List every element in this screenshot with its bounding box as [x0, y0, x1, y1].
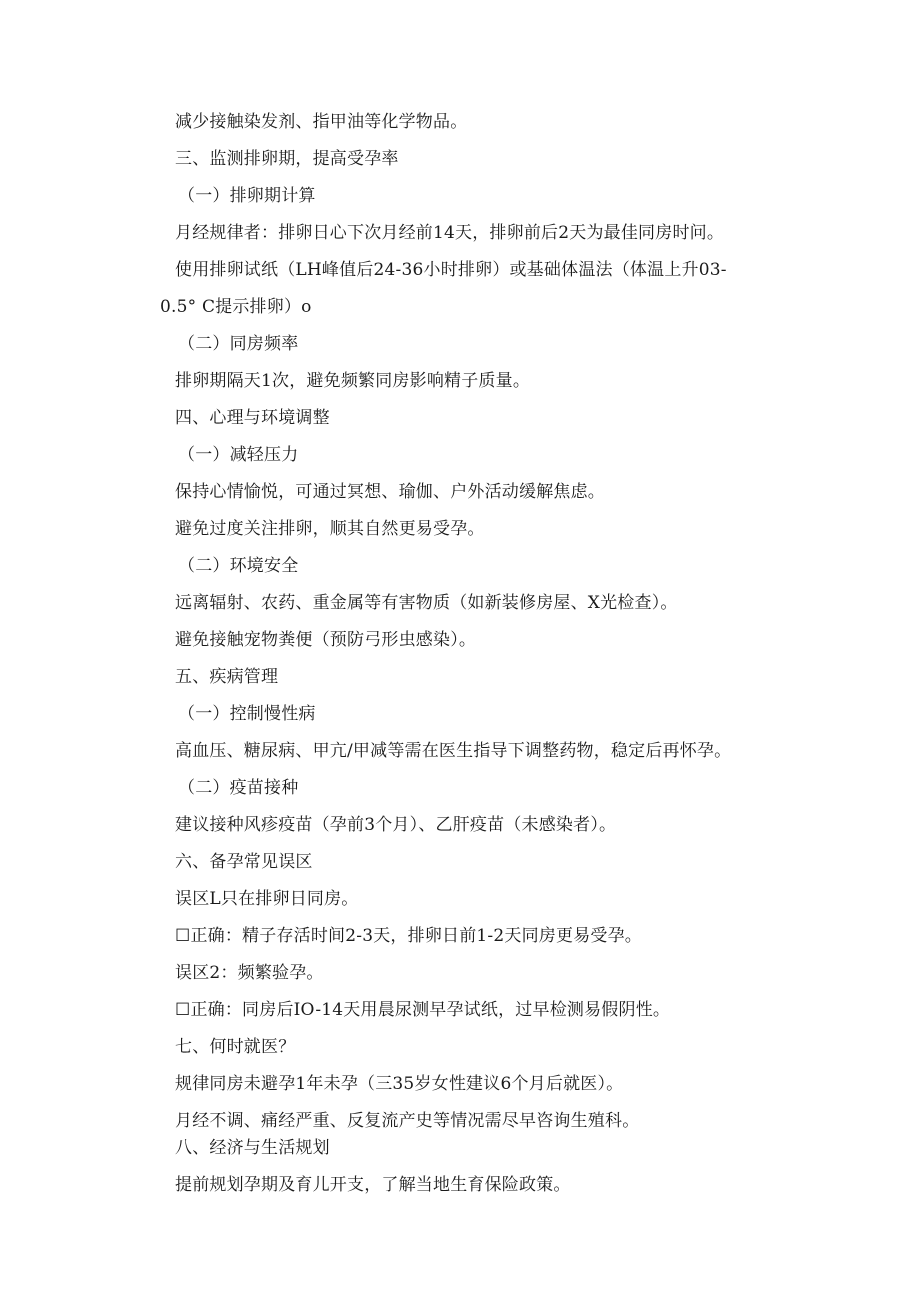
section-heading: 七、何时就医？	[175, 1037, 296, 1057]
subsection-heading: （一）减轻压力	[178, 445, 299, 465]
text-line: 误区L只在排卵日同房。	[175, 889, 359, 909]
section-heading: 四、心理与环境调整	[175, 408, 330, 428]
text-line: 月经规律者：排卵日心下次月经前14天，排卵前后2天为最佳同房时问。	[175, 223, 725, 243]
text-line: 高血压、糖尿病、甲亢/甲减等需在医生指导下调整药物，稳定后再怀孕。	[175, 741, 732, 761]
text-line: 避免过度关注排卵，顺其自然更易受孕。	[175, 519, 485, 539]
subsection-heading: （二）同房频率	[178, 334, 299, 354]
text-line: 避免接触宠物粪便（预防弓形虫感染）。	[175, 630, 477, 650]
section-heading: 三、监测排卵期，提高受孕率	[175, 149, 399, 169]
subsection-heading: （一）控制慢性病	[178, 704, 316, 724]
text-line: 远离辐射、农药、重金属等有害物质（如新装修房屋、X光检查）。	[175, 593, 678, 613]
text-line: ☐正确：精子存活时间2-3天，排卵日前1-2天同房更易受孕。	[175, 926, 642, 946]
text-line: 误区2：频繁验孕。	[175, 963, 324, 983]
text-line: 使用排卵试纸（LH峰值后24-36小时排卵）或基础体温法（体温上升03-	[175, 260, 727, 280]
text-line: 减少接触染发剂、指甲油等化学物品。	[175, 112, 468, 132]
subsection-heading: （一）排卵期计算	[178, 186, 316, 206]
text-line: 排卵期隔天1次，避免频繁同房影响精子质量。	[175, 371, 531, 391]
text-line: 提前规划孕期及育儿开支，了解当地生育保险政策。	[175, 1175, 571, 1195]
text-line: 建议接种风疹疫苗（孕前3个月）、乙肝疫苗（未感染者）。	[175, 815, 617, 835]
text-line: 保持心情愉悦，可通过冥想、瑜伽、户外活动缓解焦虑。	[175, 482, 605, 502]
section-heading: 五、疾病管理	[175, 667, 279, 687]
text-line: 月经不调、痛经严重、反复流产史等情况需尽早咨询生殖科。	[175, 1111, 640, 1131]
text-line: ☐正确：同房后IO-14天用晨尿测早孕试纸，过早检测易假阴性。	[175, 1000, 671, 1020]
text-line-continuation: 0.5° C提示排卵）o	[160, 297, 312, 317]
subsection-heading: （二）环境安全	[178, 556, 299, 576]
section-heading: 六、备孕常见误区	[175, 852, 313, 872]
text-line: 规律同房未避孕1年未孕（三35岁女性建议6个月后就医）。	[175, 1074, 624, 1094]
subsection-heading: （二）疫苗接种	[178, 778, 299, 798]
section-heading: 八、经济与生活规划	[175, 1138, 330, 1158]
